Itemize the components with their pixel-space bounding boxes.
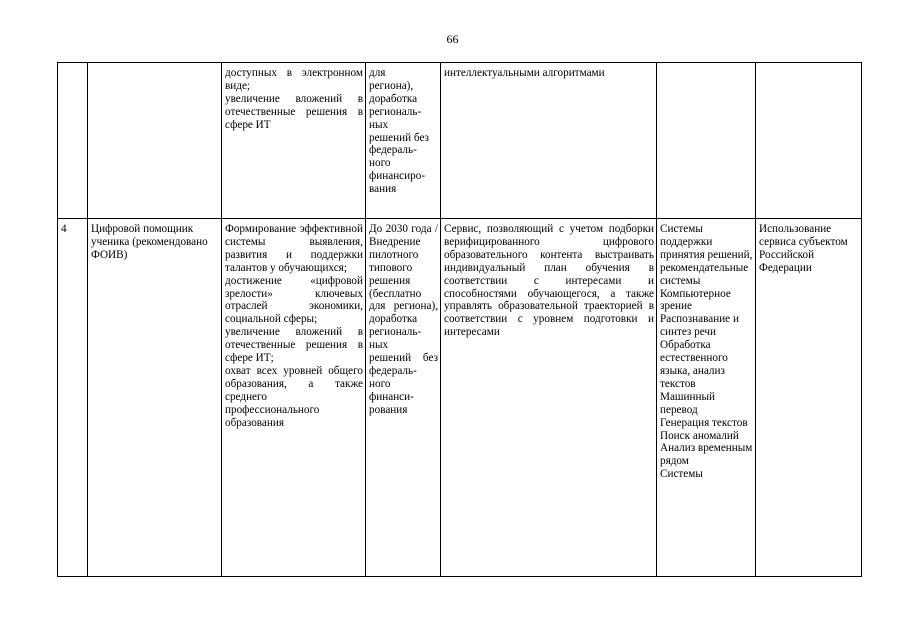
timeline-cell: До 2030 года / Внедрение пилотного типового решения (бесплатно для региона), доработка региональ- ных решений без федераль- ного финанси- рования	[366, 219, 441, 577]
project-name-cell: Цифровой помощник ученика (рекомендовано ФОИВ)	[88, 219, 222, 577]
projects-table	[57, 62, 862, 577]
table-row	[58, 63, 862, 219]
project-name-cell	[88, 63, 222, 219]
description-cell: интеллектуальными алгоритмами	[441, 63, 657, 219]
goals-cell: доступных в электронном виде; увеличение вложений в отечественные решения в сфере ИТ	[222, 63, 366, 219]
table-row	[58, 219, 862, 577]
timeline-cell: для региона), доработка региональ- ных решений без федераль- ного финансиро- вания	[366, 63, 441, 219]
technologies-cell	[657, 63, 756, 219]
goals-cell: Формирование эффективной системы выявления, развития и поддержки талантов у обучающихся; достижение «цифровой зрелости» ключевых отраслей экономики, социальной сферы; увеличение вложений в отечественные решения в сфере ИТ; охват всех уровней общего образования, а также среднего профессионального образования	[222, 219, 366, 577]
page-number: 66	[446, 32, 459, 46]
row-number-cell	[58, 63, 88, 219]
usage-cell	[756, 63, 862, 219]
description-cell: Сервис, позволяющий с учетом подборки верифицированного цифрового образовательного контента выстраивать индивидуальный план обучения в соответствии с интересами и способностями обучающегося, а также управлять образовательной траекторией в соответствии с уровнем подготовки и интересами	[441, 219, 657, 577]
technologies-cell: Системы поддержки принятия решений, рекомендательные системы Компьютерное зрение Распознавание и синтез речи Обработка естественного языка, анализ текстов Машинный перевод Генерация текстов Поиск аномалий Анализ временным рядом Системы	[657, 219, 756, 577]
usage-cell: Использование сервиса субъектом Российской Федерации	[756, 219, 862, 577]
row-number-cell: 4	[58, 219, 88, 577]
